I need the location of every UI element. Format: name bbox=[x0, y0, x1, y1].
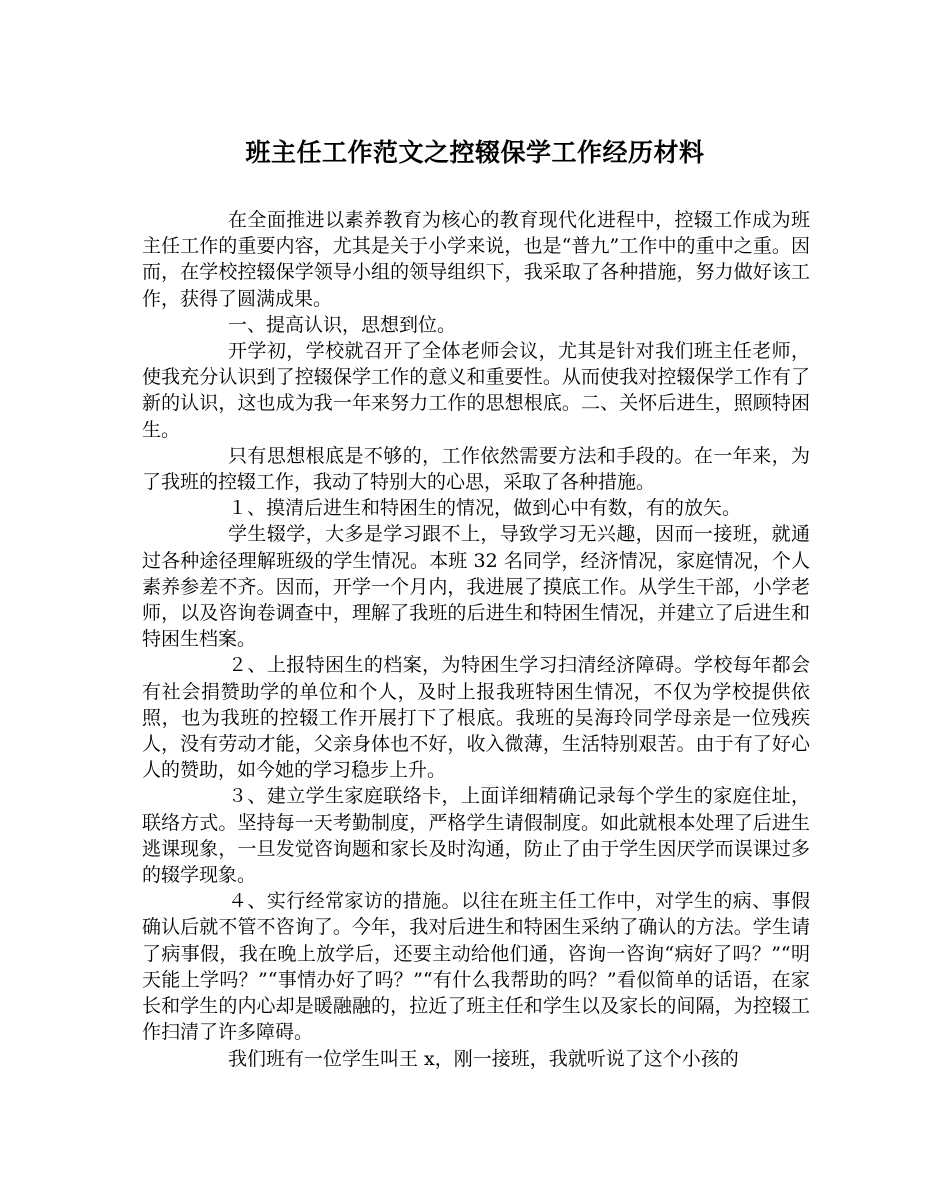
paragraph-item-4: ４、实行经常家访的措施。以往在班主任工作中，对学生的病、事假确认后就不管不咨询了。今年，我对后进生和特困生采纳了确认的方法。学生请了病事假，我在晚上放学后，还要主动给他们通，咨询一咨询“病好了吗？”“明天能上学吗？”“事情办好了吗？”“有什么我帮助的吗？”看似简单的话语，在家长和学生的内心却是暖融融的，拉近了班主任和学生以及家长的间隔，为控辍工作扫清了许多障碍。 bbox=[142, 890, 810, 1044]
heading-raise-awareness: 一、提高认识，思想到位。 bbox=[228, 313, 457, 336]
document-body bbox=[142, 207, 810, 1072]
paragraph-intro: 在全面推进以素养教育为核心的教育现代化进程中，控辍工作成为班主任工作的重要内容，尤其是关于小学来说，也是“普九”工作中的重中之重。因而，在学校控辍保学领导小组的领导组织下，我采取了各种措施，努力做好该工作，获得了圆满成果。 bbox=[142, 209, 810, 310]
document-title: 班主任工作范文之控辍保学工作经历材料 bbox=[245, 138, 705, 167]
paragraph-student-survey: 学生辍学，大多是学习跟不上，导致学习无兴趣，因而一接班，就通过各种途径理解班级的学生情况。本班 32 名同学，经济情况，家庭情况，个人素养参差不齐。因而，开学一个月内，我进展了摸底工作。从学生干部，小学老师，以及咨询卷调查中，理解了我班的后进生和特困生情况，并建立了后进生和特困生档案。 bbox=[142, 523, 810, 651]
paragraph-item-3: ３、建立学生家庭联络卡，上面详细精确记录每个学生的家庭住址，联络方式。坚持每一天考勤制度，严格学生请假制度。如此就根本处理了后进生逃课现象，一旦发觉咨询题和家长及时沟通，防止了由于学生因厌学而误课过多的辍学现象。 bbox=[142, 785, 810, 887]
paragraph-methods: 只有思想根底是不够的，工作依然需要方法和手段的。在一年来，为了我班的控辍工作，我动了特别大的心思，采取了各种措施。 bbox=[142, 444, 810, 494]
paragraph-item-2: ２、上报特困生的档案，为特困生学习扫清经济障碍。学校每年都会有社会捐赞助学的单位和个人，及时上报我班特困生情况，不仅为学校提供依照，也为我班的控辍工作开展打下了根底。我班的吴海玲同学母亲是一位残疾人，没有劳动才能，父亲身体也不好，收入微薄，生活特别艰苦。由于有了好心人的赞助，如今她的学习稳步上升。 bbox=[142, 654, 810, 782]
paragraph-school-meeting: 开学初，学校就召开了全体老师会议，尤其是针对我们班主任老师，使我充分认识到了控辍保学工作的意义和重要性。从而使我对控辍保学工作有了新的认识，这也成为我一年来努力工作的思想根底。二、关怀后进生，照顾特困生。 bbox=[142, 340, 810, 441]
paragraph-student-story: 我们班有一位学生叫王 x，刚一接班，我就听说了这个小孩的 bbox=[228, 1047, 739, 1070]
paragraph-item-1: １、摸清后进生和特困生的情况，做到心中有数，有的放矢。 bbox=[228, 497, 742, 520]
